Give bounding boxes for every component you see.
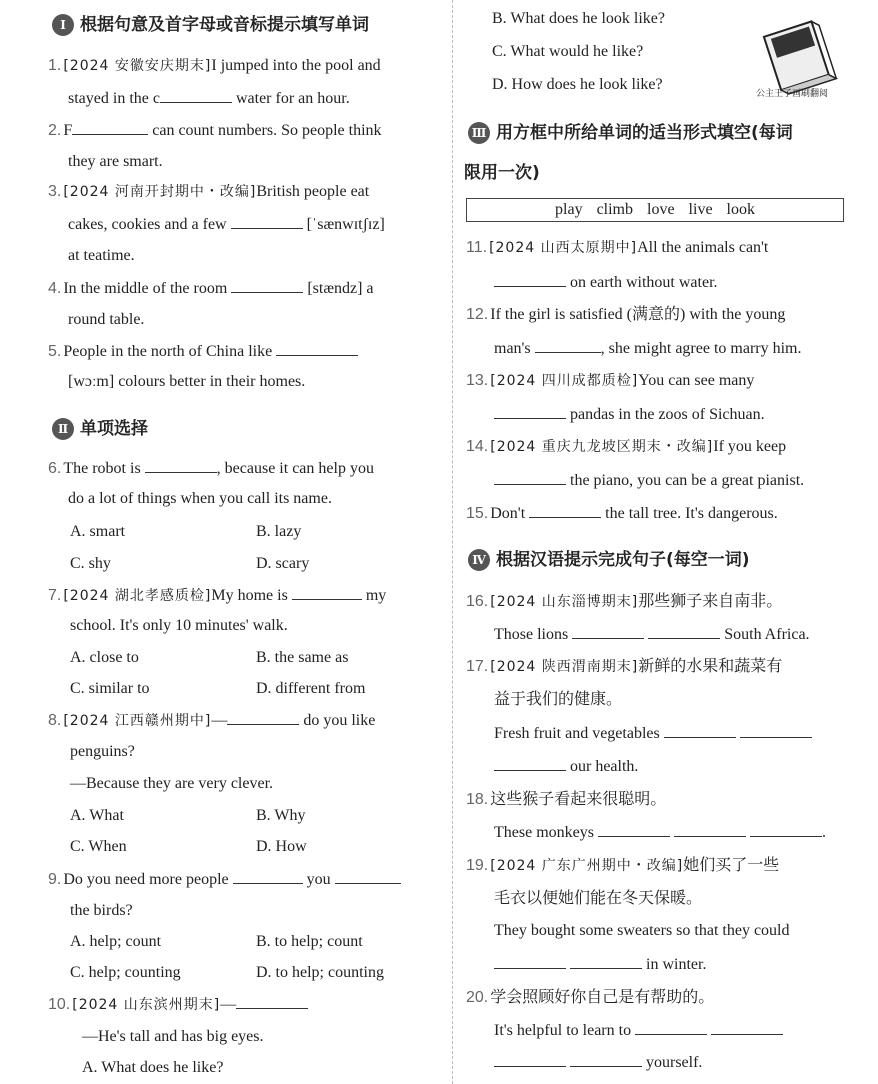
answer-blank[interactable] [494, 404, 566, 419]
option-b[interactable]: B. the same as [256, 649, 349, 666]
q5-line2: [wɔːm] colours better in their homes. [68, 373, 306, 390]
option-d[interactable]: D. to help; counting [256, 964, 384, 981]
section-badge: Ⅲ [468, 122, 490, 144]
option-b[interactable]: B. Why [256, 807, 306, 824]
option-c[interactable]: C. help; counting [70, 964, 181, 981]
q9-line1: 9. Do you need more people you [48, 869, 452, 890]
q9-line2: the birds? [70, 902, 133, 919]
q8-line3: —Because they are very clever. [70, 775, 274, 792]
q15-line1: 15. Don't the tall tree. It's dangerous. [466, 505, 778, 522]
answer-blank[interactable] [494, 470, 566, 485]
q3-line2: cakes, cookies and a few [ˈsænwɪtʃɪz] [68, 216, 385, 233]
q19-line3: They bought some sweaters so that they could [494, 922, 790, 939]
answer-blank[interactable] [233, 869, 303, 884]
answer-blank[interactable] [494, 272, 566, 287]
q3-line3: at teatime. [68, 247, 135, 264]
q10-line1: 10. [2024 山东滨州期末]— [48, 994, 452, 1015]
answer-blank[interactable] [529, 503, 601, 518]
answer-blank[interactable] [231, 278, 303, 293]
q12-line1: 12. If the girl is satisfied (满意的) with the young [466, 306, 786, 323]
answer-blank[interactable] [572, 624, 644, 639]
answer-blank[interactable] [570, 954, 642, 969]
option-c[interactable]: C. What would he like? [492, 43, 644, 60]
answer-blank[interactable] [335, 869, 401, 884]
q4-line1: 4. In the middle of the room [stændz] a [48, 280, 374, 297]
answer-blank[interactable] [570, 1052, 642, 1067]
q20-line1: 20. 学会照顾好你自己是有帮助的。 [466, 987, 715, 1006]
answer-blank[interactable] [145, 458, 217, 473]
section-badge: Ⅱ [52, 418, 74, 440]
answer-blank[interactable] [750, 822, 822, 837]
section-1-title: Ⅰ 根据句意及首字母或音标提示填写单词 [52, 14, 369, 36]
q12-line2: man's , she might agree to marry him. [494, 340, 802, 357]
answer-blank[interactable] [674, 822, 746, 837]
q20-line3: yourself. [494, 1052, 878, 1073]
q7-line2: school. It's only 10 minutes' walk. [70, 617, 288, 634]
section-badge: Ⅳ [468, 549, 490, 571]
section-3-title-cont: 限用一次) [464, 163, 540, 183]
option-c[interactable]: C. similar to [70, 680, 150, 697]
q19-line4: in winter. [494, 954, 878, 975]
column-divider [452, 0, 453, 1084]
q18-line1: 18. 这些猴子看起来很聪明。 [466, 789, 667, 808]
q19-line2: 毛衣以便她们能在冬天保暖。 [494, 888, 703, 907]
q3-line1: 3. [2024 河南开封期中・改编]British people eat [48, 183, 370, 200]
answer-blank[interactable] [648, 624, 720, 639]
q6-line2: do a lot of things when you call its name. [68, 490, 332, 507]
option-b[interactable]: B. to help; count [256, 933, 363, 950]
q17-line2: 益于我们的健康。 [494, 689, 623, 708]
q7-line1: 7. [2024 湖北孝感质检]My home is my [48, 587, 387, 604]
q17-line3: Fresh fruit and vegetables [494, 723, 878, 744]
q6-line1: 6. The robot is , because it can help you [48, 460, 374, 477]
q2-line1: 2. F can count numbers. So people think [48, 122, 382, 139]
q1-line2: stayed in the c water for an hour. [68, 90, 350, 107]
q17-line4: our health. [494, 756, 878, 777]
answer-blank[interactable] [711, 1020, 783, 1035]
q2-line2: they are smart. [68, 153, 163, 170]
q14-line2: the piano, you can be a great pianist. [494, 470, 878, 491]
answer-blank[interactable] [740, 723, 812, 738]
option-a[interactable]: A. close to [70, 649, 139, 666]
section-2-title: Ⅱ 单项选择 [52, 418, 148, 440]
answer-blank[interactable] [227, 710, 299, 725]
answer-blank[interactable] [494, 954, 566, 969]
q16-line1: 16. [2024 山东淄博期末]那些狮子来自南非。 [466, 591, 783, 610]
q8-line2: penguins? [70, 743, 135, 760]
q17-line1: 17. [2024 陕西渭南期末]新鲜的水果和蔬菜有 [466, 656, 783, 675]
section-3-title: Ⅲ 用方框中所给单词的适当形式填空(每词 [468, 122, 793, 144]
answer-blank[interactable] [276, 341, 358, 356]
option-a[interactable]: A. What [70, 807, 124, 824]
q11-line2: on earth without water. [494, 272, 878, 293]
word-box: play climb love live look [466, 198, 844, 222]
q13-line2: pandas in the zoos of Sichuan. [494, 404, 878, 425]
option-c[interactable]: C. When [70, 838, 127, 855]
q10-line2: —He's tall and has big eyes. [82, 1028, 264, 1045]
answer-blank[interactable] [236, 994, 308, 1009]
option-a[interactable]: A. help; count [70, 933, 162, 950]
answer-blank[interactable] [72, 120, 148, 135]
q18-line2: These monkeys . [494, 824, 826, 841]
option-a[interactable]: A. smart [70, 523, 126, 540]
answer-blank[interactable] [635, 1020, 707, 1035]
logo-caption: 公主王子画刷翻阅 [756, 89, 829, 99]
q16-line2: Those lions South Africa. [494, 626, 810, 643]
q19-line1: 19. [2024 广东广州期中・改编]她们买了一些 [466, 855, 780, 874]
q14-line1: 14. [2024 重庆九龙坡区期末・改编]If you keep [466, 438, 787, 455]
option-d[interactable]: D. How [256, 838, 307, 855]
option-a[interactable]: A. What does he like? [82, 1059, 224, 1076]
answer-blank[interactable] [664, 723, 736, 738]
section-badge: Ⅰ [52, 14, 74, 36]
q13-line1: 13. [2024 四川成都质检]You can see many [466, 372, 755, 389]
answer-blank[interactable] [160, 88, 232, 103]
answer-blank[interactable] [535, 338, 601, 353]
q20-line2: It's helpful to learn to [494, 1020, 878, 1041]
section-4-title: Ⅳ 根据汉语提示完成句子(每空一词) [468, 549, 750, 571]
q11-line1: 11. [2024 山西太原期中]All the animals can't [466, 239, 769, 256]
q5-line1: 5. People in the north of China like [48, 341, 452, 362]
answer-blank[interactable] [494, 756, 566, 771]
q4-line2: round table. [68, 311, 145, 328]
option-d[interactable]: D. scary [256, 555, 310, 572]
option-d[interactable]: D. different from [256, 680, 366, 697]
answer-blank[interactable] [292, 585, 362, 600]
option-b[interactable]: B. lazy [256, 523, 302, 540]
answer-blank[interactable] [231, 214, 303, 229]
option-c[interactable]: C. shy [70, 555, 111, 572]
q1-line1: 1. [2024 安徽安庆期末]I jumped into the pool and [48, 57, 381, 74]
answer-blank[interactable] [494, 1052, 566, 1067]
q8-line1: 8. [2024 江西赣州期中]— do you like [48, 712, 376, 729]
option-d[interactable]: D. How does he look like? [492, 76, 663, 93]
answer-blank[interactable] [598, 822, 670, 837]
right-column [456, 0, 878, 1084]
option-b[interactable]: B. What does he look like? [492, 10, 665, 27]
